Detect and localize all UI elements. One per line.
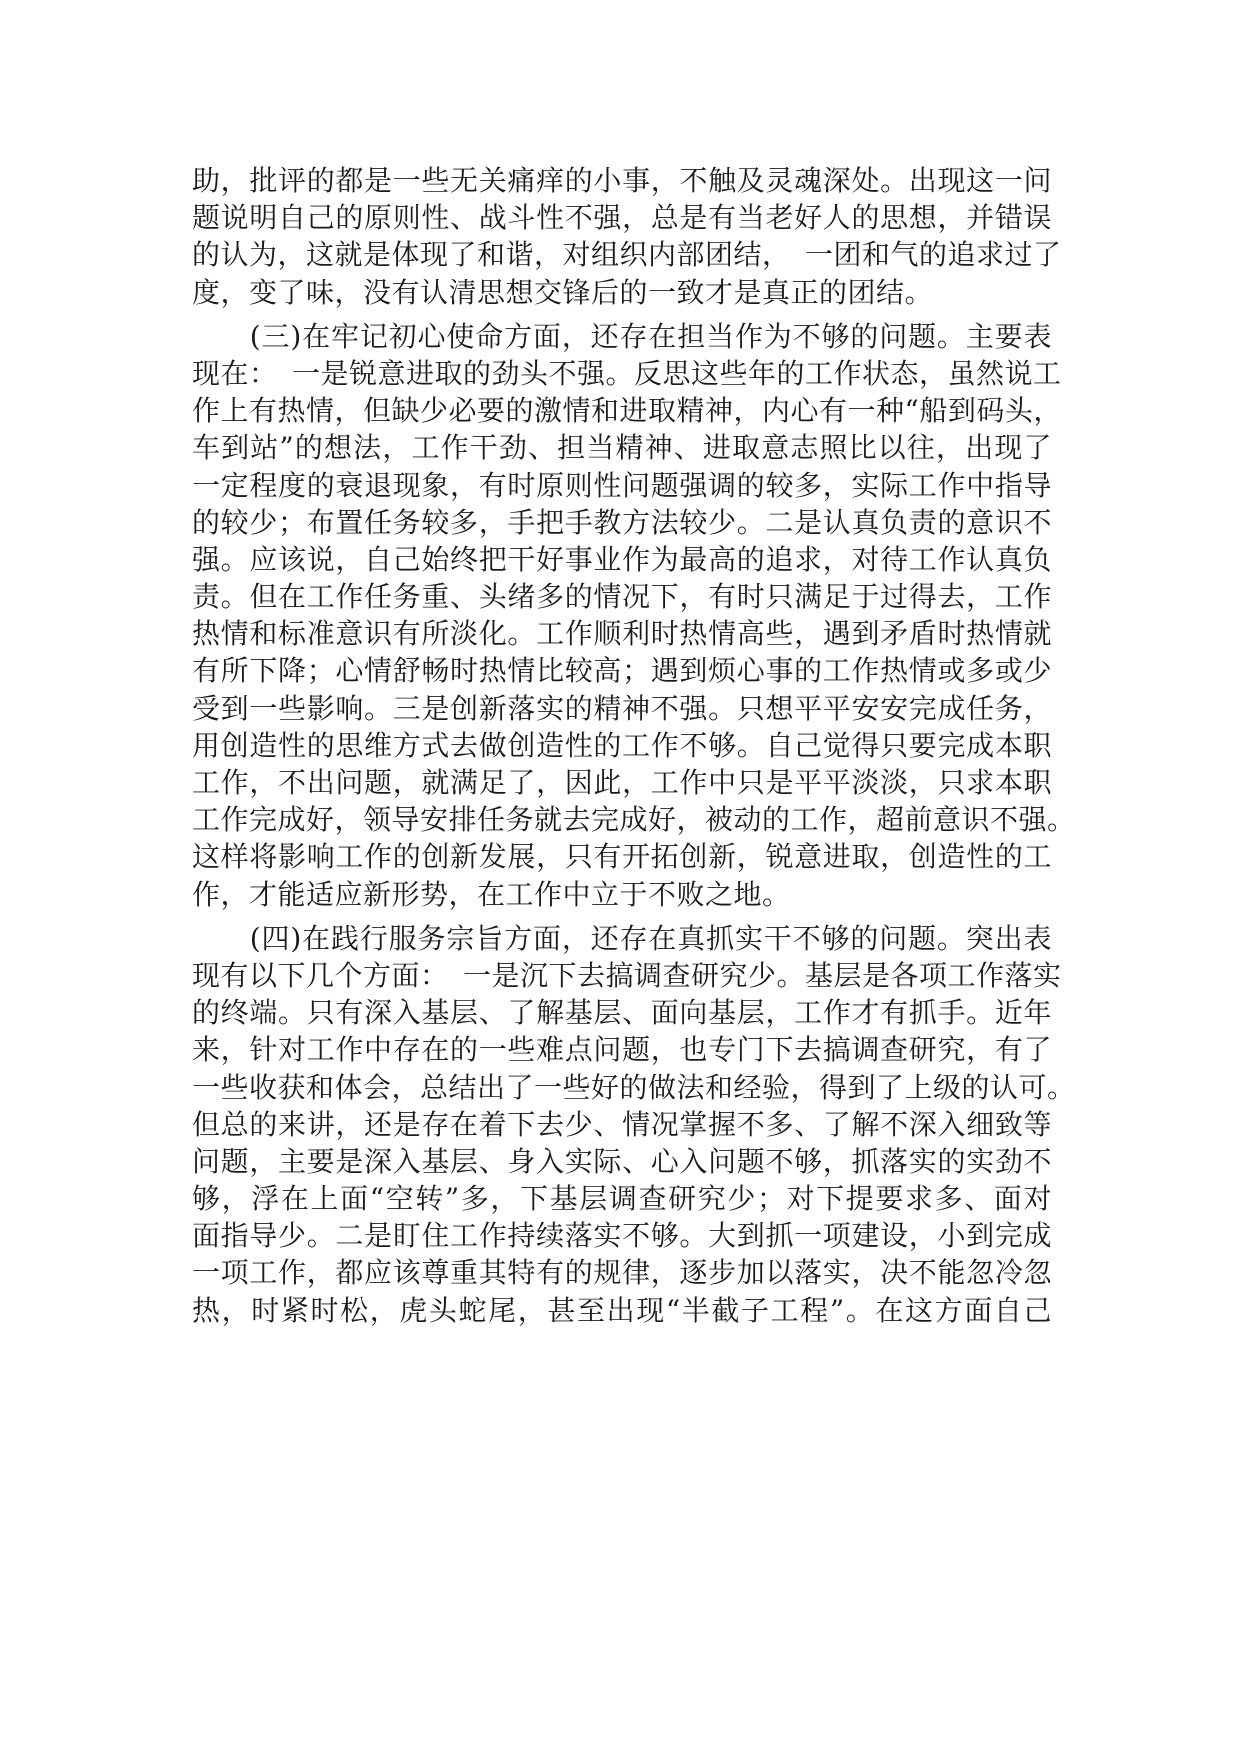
text-line: (四)在践行服务宗旨方面，还存在真抓实干不够的问题。突出表 <box>192 921 1052 955</box>
text-line: 一项工作，都应该尊重其特有的规律，逐步加以落实，决不能忽冷忽 <box>192 1256 1052 1290</box>
text-line: 这样将影响工作的创新发展，只有开拓创新，锐意进取，创造性的工 <box>192 840 1052 874</box>
text-line: 有所下降；心情舒畅时热情比较高；遇到烦心事的工作热情或多或少 <box>192 654 1052 688</box>
text-line: 的终端。只有深入基层、了解基层、面向基层，工作才有抓手。近年 <box>192 996 1052 1030</box>
text-line: 一些收获和体会，总结出了一些好的做法和经验，得到了上级的认可。 <box>192 1070 1076 1104</box>
paragraph <box>192 318 1076 913</box>
text-line: 作，才能适应新形势，在工作中立于不败之地。 <box>192 877 791 911</box>
document-body <box>192 162 1076 1329</box>
text-line: 一定程度的衰退现象，有时原则性问题强调的较多，实际工作中指导 <box>192 468 1052 502</box>
text-line: 工作，不出问题，就满足了，因此，工作中只是平平淡淡，只求本职 <box>192 766 1052 799</box>
paragraph-gap <box>192 913 1052 920</box>
paragraph <box>192 162 1062 311</box>
text-line: 但总的来讲，还是存在着下去少、情况掌握不多、了解不深入细致等 <box>192 1107 1052 1141</box>
text-line: 热情和标准意识有所淡化。工作顺利时热情高些，遇到矛盾时热情就 <box>192 617 1052 651</box>
text-line: 问题，主要是深入基层、身入实际、心入问题不够，抓落实的实劲不 <box>192 1144 1052 1178</box>
text-line: 现在： 一是锐意进取的劲头不强。反思这些年的工作状态，虽然说工 <box>192 356 1062 390</box>
text-line: 面指导少。二是盯住工作持续落实不够。大到抓一项建设，小到完成 <box>192 1219 1052 1253</box>
text-line: (三)在牢记初心使命方面，还存在担当作为不够的问题。主要表 <box>192 319 1052 353</box>
text-line: 题说明自己的原则性、战斗性不强，总是有当老好人的思想，并错误 <box>192 201 1052 235</box>
text-line: 够，浮在上面“空转”多，下基层调查研究少；对下提要求多、面对 <box>192 1182 1052 1216</box>
text-line: 责。但在工作任务重、头绪多的情况下，有时只满足于过得去，工作 <box>192 580 1052 614</box>
text-line: 作上有热情，但缺少必要的激情和进取精神，内心有一种“船到码头， <box>192 394 1062 428</box>
text-line: 度，变了味，没有认清思想交锋后的一致才是真正的团结。 <box>192 275 934 309</box>
paragraph-gap <box>192 311 1052 318</box>
text-line: 的较少；布置任务较多，手把手教方法较少。二是认真负责的意识不 <box>192 505 1052 539</box>
text-line: 车到站”的想法，工作干劲、担当精神、进取意志照比以往，出现了 <box>192 431 1052 465</box>
text-line: 用创造性的思维方式去做创造性的工作不够。自己觉得只要完成本职 <box>192 728 1052 762</box>
text-line: 受到一些影响。三是创新落实的精神不强。只想平平安安完成任务， <box>192 691 1052 725</box>
text-line: 现有以下几个方面： 一是沉下去搞调查研究少。基层是各项工作落实 <box>192 958 1062 992</box>
text-line: 助，批评的都是一些无关痛痒的小事，不触及灵魂深处。出现这一问 <box>192 164 1052 197</box>
text-line: 工作完成好，领导安排任务就去完成好，被动的工作，超前意识不强。 <box>192 803 1076 837</box>
paragraph <box>192 920 1076 1329</box>
text-line: 热，时紧时松，虎头蛇尾，甚至出现“半截子工程”。在这方面自己 <box>192 1293 1052 1327</box>
text-line: 来，针对工作中存在的一些难点问题，也专门下去搞调查研究，有了 <box>192 1033 1052 1067</box>
text-line: 强。应该说，自己始终把干好事业作为最高的追求，对待工作认真负 <box>192 542 1052 576</box>
text-line: 的认为，这就是体现了和谐，对组织内部团结， 一团和气的追求过了 <box>192 238 1062 272</box>
